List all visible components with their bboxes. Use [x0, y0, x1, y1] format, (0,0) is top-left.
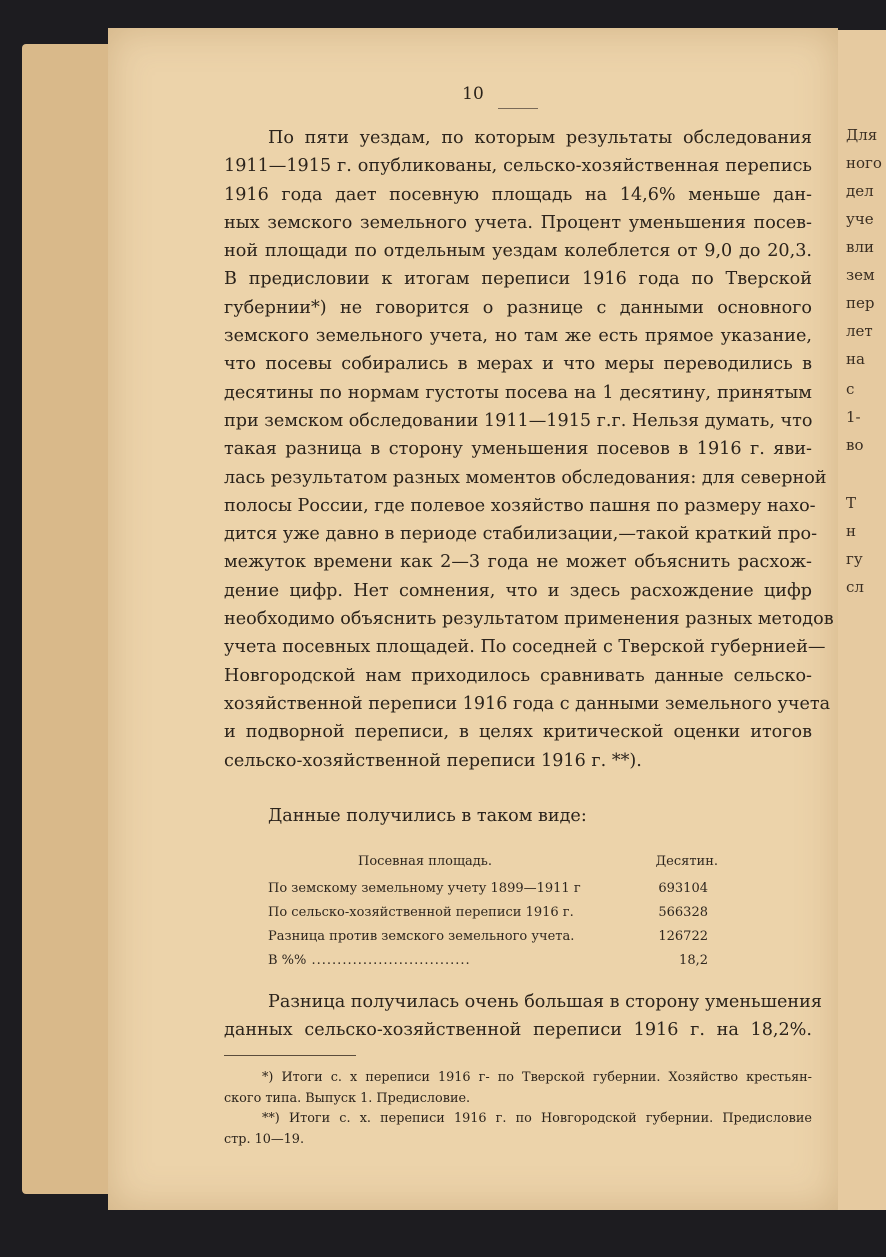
row-label: Разница против земского земельного учета.: [268, 928, 575, 944]
page-number: 10: [462, 84, 484, 104]
page-number-underline: [498, 108, 538, 109]
adjacent-page-fragment: пер: [846, 294, 875, 312]
paragraph-line: десятины по нормам густоты посева на 1 десятину, принятым: [224, 382, 812, 403]
table-row: [268, 900, 718, 924]
row-value: 693104: [658, 880, 708, 896]
paragraph-line: что посевы собирались в мерах и что меры переводились в: [224, 354, 812, 375]
paragraph-line: необходимо объяснить результатом применения разных методов: [224, 609, 834, 630]
paragraph-line: По пяти уездам, по которым результаты обследования: [268, 128, 812, 148]
adjacent-page-fragment: во: [846, 436, 864, 454]
table-intro: Данные получились в таком виде:: [268, 806, 587, 826]
footnotes: [224, 1068, 812, 1150]
paragraph-line: сельско-хозяйственной переписи 1916 г. **).: [224, 750, 642, 771]
adjacent-page-fragment: Для: [846, 126, 878, 144]
data-table: [268, 854, 718, 972]
paragraph-line: 1911—1915 г. опубликованы, сельско-хозяйственная перепись: [224, 156, 812, 177]
row-label: По земскому земельному учету 1899—1911 г: [268, 880, 581, 896]
paragraph-line: такая разница в сторону уменьшения посевов в 1916 г. яви-: [224, 439, 812, 460]
adjacent-page-fragment: Т: [846, 494, 857, 512]
adjacent-page-fragment: зем: [846, 266, 875, 284]
paragraph-line: земского земельного учета, но там же есть прямое указание,: [224, 326, 812, 347]
footnote-line: **) Итоги с. х. переписи 1916 г. по Новгородской губернии. Предисловие: [262, 1111, 812, 1126]
paragraph-line: ной площади по отдельным уездам колеблется от 9,0 до 20,3.: [224, 241, 812, 262]
adjacent-page-fragment: сл: [846, 578, 864, 596]
row-value: 126722: [658, 928, 708, 944]
row-value: 18,2: [679, 952, 708, 968]
document-page: [108, 28, 838, 1210]
paragraph-line: ных земского земельного учета. Процент уменьшения посев-: [224, 212, 812, 233]
main-paragraph: [224, 124, 834, 775]
paragraph-line: В предисловии к итогам переписи 1916 года по Тверской: [224, 269, 812, 290]
table-row: [268, 948, 718, 972]
row-label: В %%: [268, 952, 307, 968]
adjacent-page-fragment: 1-: [846, 408, 861, 426]
adjacent-page-fragment: н: [846, 522, 856, 540]
paragraph-line: и подворной переписи, в целях критической оценки итогов: [224, 722, 812, 743]
adjacent-page-fragment: ного: [846, 154, 882, 172]
paragraph-line: учета посевных площадей. По соседней с Тверской губернией—: [224, 637, 826, 658]
paragraph-line: хозяйственной переписи 1916 года с данными земельного учета: [224, 693, 831, 714]
paragraph-line: дение цифр. Нет сомнения, что и здесь расхождение цифр: [224, 580, 812, 601]
table-row: [268, 924, 718, 948]
paragraph-line: полосы России, где полевое хозяйство пашня по размеру нахо-: [224, 495, 816, 516]
conclusion-paragraph: [224, 988, 822, 1045]
adjacent-page-fragment: с: [846, 380, 855, 398]
dot-leader: ...............................: [306, 952, 471, 968]
table-row: [268, 876, 718, 900]
row-label-cell: [268, 948, 643, 972]
adjacent-page-fragment: лет: [846, 322, 873, 340]
adjacent-page-fragment: уче: [846, 210, 874, 228]
paragraph-line: 1916 года дает посевную площадь на 14,6% меньше дан-: [224, 184, 812, 205]
table-header-row: [268, 854, 718, 876]
row-value: 566328: [658, 904, 708, 920]
paragraph-line: межуток времени как 2—3 года не может объяснить расхож-: [224, 552, 812, 573]
paragraph-line: при земском обследовании 1911—1915 г.г. Нельзя думать, что: [224, 410, 813, 431]
paragraph-line: лась результатом разных моментов обследования: для северной: [224, 467, 827, 488]
footnote-line: ского типа. Выпуск 1. Предисловие.: [224, 1090, 471, 1106]
paragraph-line: дится уже давно в периоде стабилизации,—такой краткий про-: [224, 524, 818, 545]
paragraph-line: Новгородской нам приходилось сравнивать данные сельско-: [224, 665, 812, 686]
adjacent-page-fragment: вли: [846, 238, 874, 256]
footnote-line: стр. 10—19.: [224, 1131, 305, 1147]
row-label: По сельско-хозяйственной переписи 1916 г.: [268, 904, 574, 920]
conclusion-line: данных сельско-хозяйственной переписи 1916 г. на 18,2%.: [224, 1020, 812, 1041]
column-header-label: Посевная площадь.: [358, 854, 493, 869]
adjacent-page-fragment: дел: [846, 182, 874, 200]
column-header-value: Десятин.: [655, 854, 718, 869]
footnote-separator: [224, 1055, 356, 1056]
adjacent-page-fragment: на: [846, 350, 865, 368]
footnote-line: *) Итоги с. х переписи 1916 г- по Тверской губернии. Хозяйство крестьян-: [262, 1070, 812, 1085]
adjacent-page-fragment: гу: [846, 550, 863, 568]
conclusion-line: Разница получилась очень большая в сторону уменьшения: [268, 992, 822, 1012]
paragraph-line: губернии*) не говорится о разнице с данными основного: [224, 297, 812, 318]
